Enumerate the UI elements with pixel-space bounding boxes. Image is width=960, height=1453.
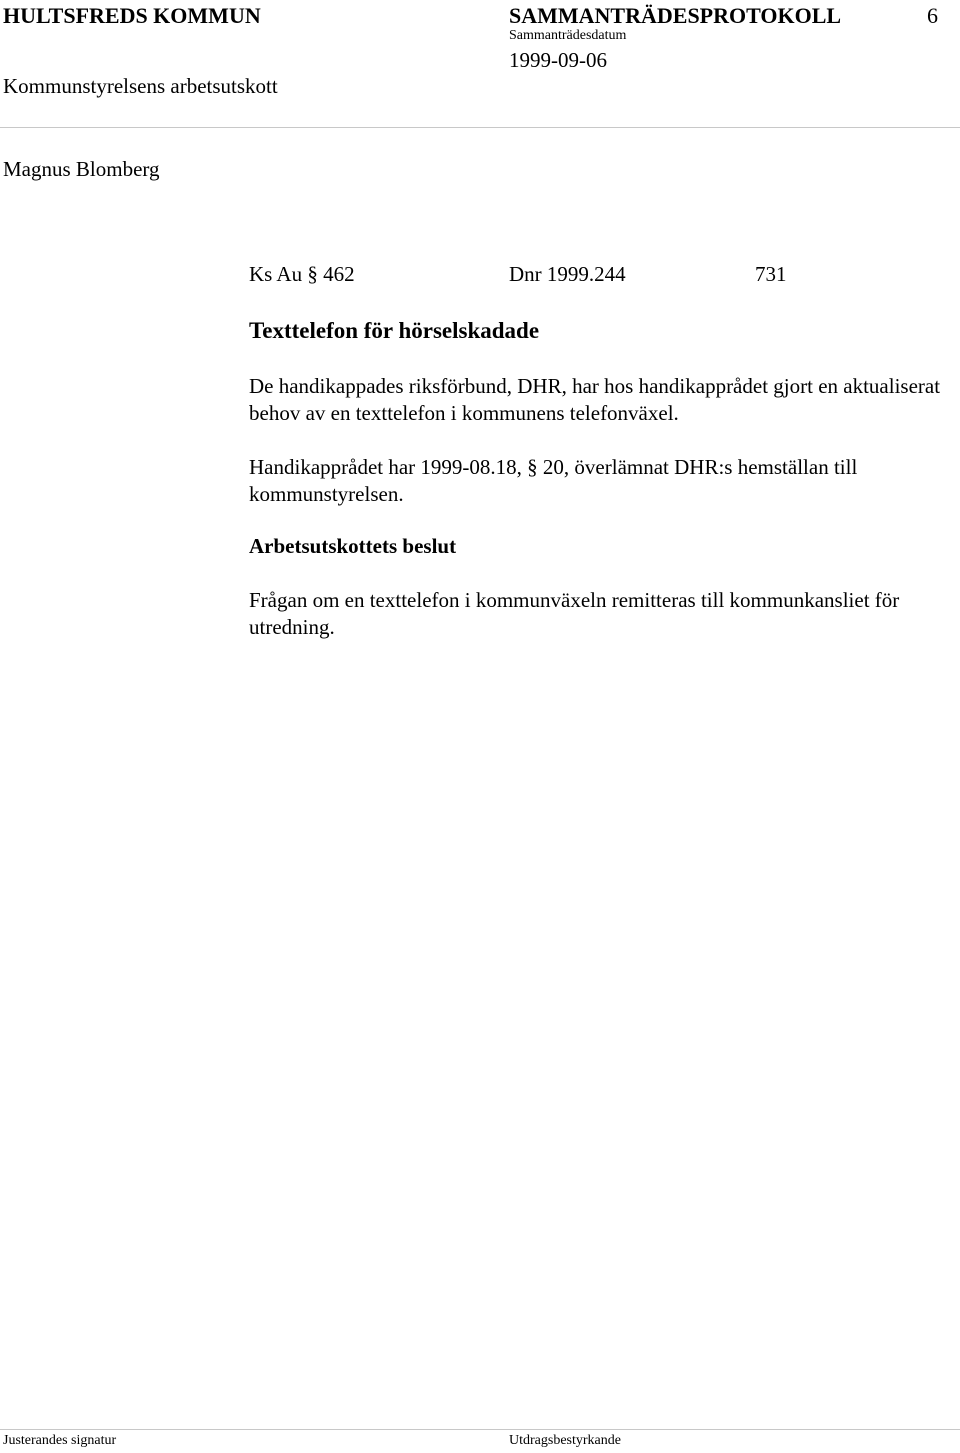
footer-divider xyxy=(0,1429,960,1430)
recipient-name: Magnus Blomberg xyxy=(3,157,160,181)
case-paragraph: Handikapprådet har 1999-08.18, § 20, överlämnat DHR:s hemställan till kommunstyrelsen. xyxy=(249,455,858,506)
paragraph-reference: Ks Au § 462 xyxy=(249,262,355,286)
extract-certification-label: Utdragsbestyrkande xyxy=(509,1433,621,1448)
decision-heading: Arbetsutskottets beslut xyxy=(249,534,457,558)
protocol-title: SAMMANTRÄDESPROTOKOLL xyxy=(509,3,842,28)
diary-number: Dnr 1999.244 xyxy=(509,262,626,286)
case-paragraph: De handikappades riksförbund, DHR, har hos handikapprådet gjort en aktualiserat behov av en texttelefon i kommunens telefonväxel. xyxy=(249,374,941,425)
page-number: 6 xyxy=(927,3,938,28)
case-title: Texttelefon för hörselskadade xyxy=(249,318,540,343)
header-divider xyxy=(0,127,960,128)
meeting-date: 1999-09-06 xyxy=(509,48,607,72)
case-number: 731 xyxy=(755,262,787,286)
signature-label: Justerandes signatur xyxy=(3,1433,117,1448)
decision-text: Frågan om en texttelefon i kommunväxeln remitteras till kommunkansliet för utredning. xyxy=(249,588,900,639)
meeting-date-label: Sammanträdesdatum xyxy=(509,28,627,43)
municipality-name: HULTSFREDS KOMMUN xyxy=(3,3,261,28)
committee-name: Kommunstyrelsens arbetsutskott xyxy=(3,74,278,98)
